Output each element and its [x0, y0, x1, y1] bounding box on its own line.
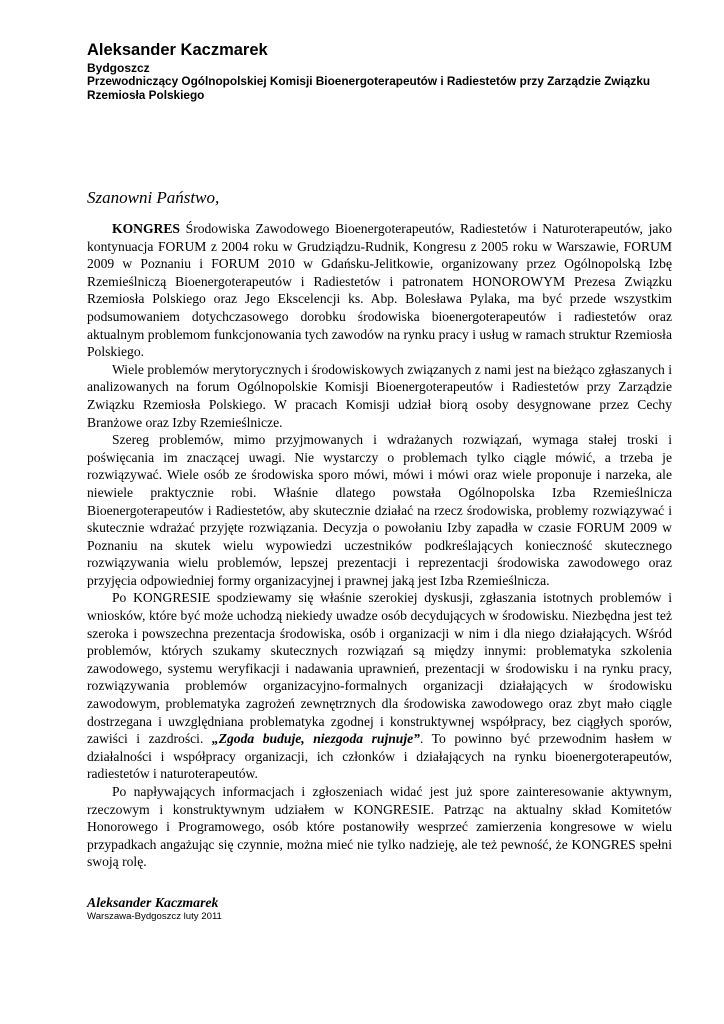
paragraph-3: Szereg problemów, mimo przyjmowanych i wdrażanych rozwiązań, wymaga stałej troski i poświęcania im znaczącej uwagi. Nie wystarczy o problemach tylko ciągle mówić, a trzeba je rozwiązywać. Wiele osób ze środowiska sporo mówi, mówi i mówi oraz wiele proponuje i narzeka, ale niewiele praktycznie robi. Właśnie dlatego powstała Ogólnopolska Izba Rzemieślnicza Bioenergoterapeutów i Radiestetów, aby skutecznie działać na rzecz środowiska, problemy rozwiązywać i skutecznie wdrażać przyjęte rozwiązania. Decyzja o powołaniu Izby zapadła w czasie FORUM 2009 w Poznaniu na skutek wielu wypowiedzi uczestników podkreślających konieczność skutecznego rozwiązywania wielu problemów, lepszej prezentacji i reprezentacji środowiska zawodowego oraz przyjęcia odpowiedniej formy organizacyjnej i prawnej jaką jest Izba Rzemieślnicza. [87, 432, 672, 588]
paragraph-5: Po napływających informacjach i zgłoszeniach widać jest już spore zainteresowanie aktywnym, rzeczowym i konstruktywnym udziałem w KONGRESIE. Patrząc na aktualny skład Komitetów Honorowego i Programowego, osób które postanowiły wesprzeć zamierzenia kongresowe w wielu przypadkach angażując się czynnie, można mieć nie tylko nadzieję, ale też pewność, że KONGRES spełni swoją rolę. [87, 784, 672, 870]
paragraph-1 [87, 220, 672, 361]
author-position: Przewodniczący Ogólnopolskiej Komisji Bioenergoterapeutów i Radiestetów przy Zarządzie Związku Rzemiosła Polskiego [87, 74, 651, 102]
paragraph-4-end: . To powinno być przewodnim hasłem w działalności i współpracy organizacji, ich członków i działających na rynku bioenergoterapeutów, radiestetów i naturoterapeutów. [87, 731, 672, 782]
paragraph-2: Wiele problemów merytorycznych i środowiskowych związanych z nami jest na bieżąco zgłaszanych i analizowanych na forum Ogólnopolskie Komisji Bioenergoterapeutów i Radiestetów przy Zarządzie Związku Rzemiosła Polskiego. W pracach Komisji udział biorą osoby desygnowane przez Cechy Branżowe oraz Izby Rzemieślnicze. [87, 361, 672, 430]
signature-place-date: Warszawa-Bydgoszcz luty 2011 [87, 911, 222, 922]
letter-body [87, 220, 672, 871]
letter-header [87, 40, 687, 102]
paragraph-4-start: Po KONGRESIE spodziewamy się właśnie szerokiej dyskusji, zgłaszania istotnych problemów i wniosków, które być może uchodzą niekiedy uwadze osób decydujących w środowisku. Niezbędna jest też szeroka i powszechna prezentacja środowiska, osób i organizacji w nim i dla niego działających. Wśród problemów, których szukamy skutecznych rozwiązań są między innymi: problematyka szkolenia zawodowego, systemu weryfikacji i nadawania uprawnień, prezentacji w środowisku i na rynku pracy, rozwiązywania problemów organizacyjno-formalnych organizacji działających w środowisku zawodowym, problematyka zagrożeń zewnętrznych dla środowiska zawodowego oraz zbyt mało ciągle dostrzegana i uwzględniana problematyka zgodnej i konstruktywnej współpracy, bez ciągłych sporów, zawiści i zazdrości. [87, 590, 672, 747]
greeting: Szanowni Państwo, [87, 188, 220, 207]
signature-block [87, 895, 222, 923]
paragraph-4 [87, 589, 672, 783]
author-city: Bydgoszcz [87, 61, 150, 75]
paragraph-1-text: Środowiska Zawodowego Bioenergoterapeutów, Radiestetów i Naturoterapeutów, jako kontynuacja FORUM z 2004 roku w Grudziądzu-Rudnik, Kongresu z 2005 roku w Warszawie, FORUM 2009 w Poznaniu i FORUM 2010 w Gdańsku-Jelitkowie, organizowany przez Ogólnopolską Izbę Rzemieślniczą Bioenergoterapeutów i Radiestetów i patronatem HONOROWYM Prezesa Związku Rzemiosła Polskiego oraz Jego Ekscelencji ks. Abp. Bolesława Pylaka, ma być przede wszystkim podsumowaniem dotychczasowego dorobku środowiska bioenergoterapeutów i radiestetów oraz aktualnym problemom funkcjonowania tych zawodów na rynku pracy i usług w ramach struktur Rzemiosła Polskiego. [87, 221, 672, 360]
motto: „Zgoda buduje, niezgoda rujnuje” [211, 731, 420, 747]
kongres-lead: KONGRES [112, 221, 180, 236]
signature-name: Aleksander Kaczmarek [87, 895, 219, 910]
author-name: Aleksander Kaczmarek [87, 41, 268, 59]
